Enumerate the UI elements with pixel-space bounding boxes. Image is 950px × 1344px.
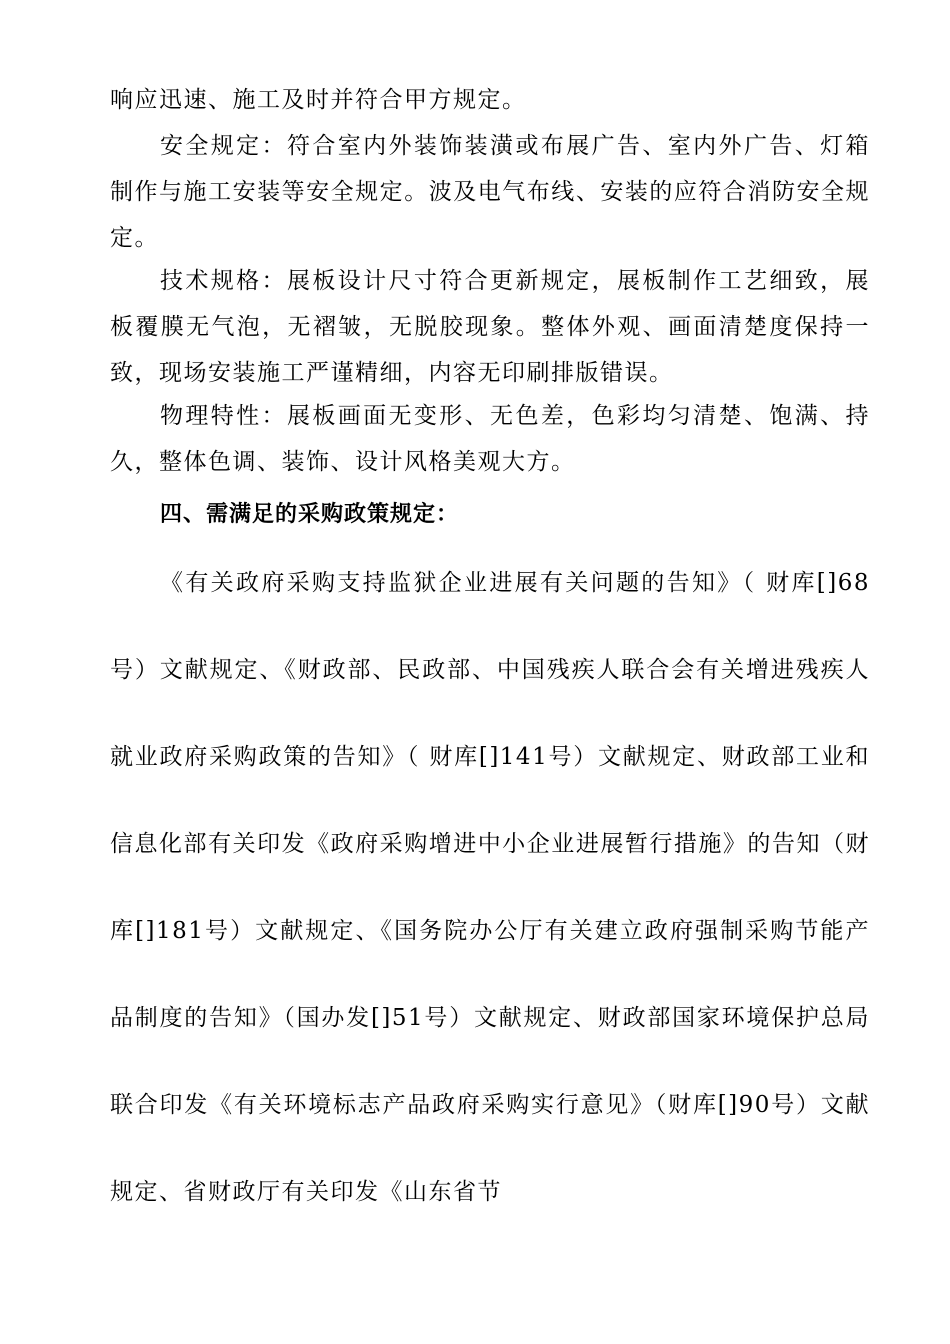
paragraph-safety-requirements: 安全规定：符合室内外装饰装潢或布展广告、室内外广告、灯箱制作与施工安装等安全规定。波及电气布线、安装的应符合消防安全规定。	[110, 133, 870, 251]
paragraph-technical-specifications: 技术规格：展板设计尺寸符合更新规定，展板制作工艺细致，展板覆膜无气泡，无褶皱，无脱胶现象。整体外观、画面清楚度保持一致，现场安装施工严谨精细，内容无印刷排版错误。	[110, 268, 870, 386]
paragraph-continuation: 响应迅速、施工及时并符合甲方规定。	[110, 87, 527, 113]
section-heading-procurement-policy: 四、需满足的采购政策规定：	[160, 502, 460, 527]
paragraph-physical-properties: 物理特性：展板画面无变形、无色差，色彩均匀清楚、饱满、持久，整体色调、装饰、设计风格美观大方。	[110, 403, 870, 475]
paragraph-policy-list: 《有关政府采购支持监狱企业进展有关问题的告知》（ 财库[]68号）文献规定、《财政部、民政部、中国残疾人联合会有关增进残疾人就业政府采购政策的告知》（ 财库[]141号）文献规定、财政部工业和信息化部有关印发《政府采购增进中小企业进展暂行措施》的告知（财库[]181号）文献规定、《国务院办公厅有关建立政府强制采购节能产品制度的告知》（国办发[]51号）文献规定、财政部国家环境保护总局联合印发《有关环境标志产品政府采购实行意见》（财库[]90号）文献规定、省财政厅有关印发《山东省节	[110, 570, 870, 1205]
